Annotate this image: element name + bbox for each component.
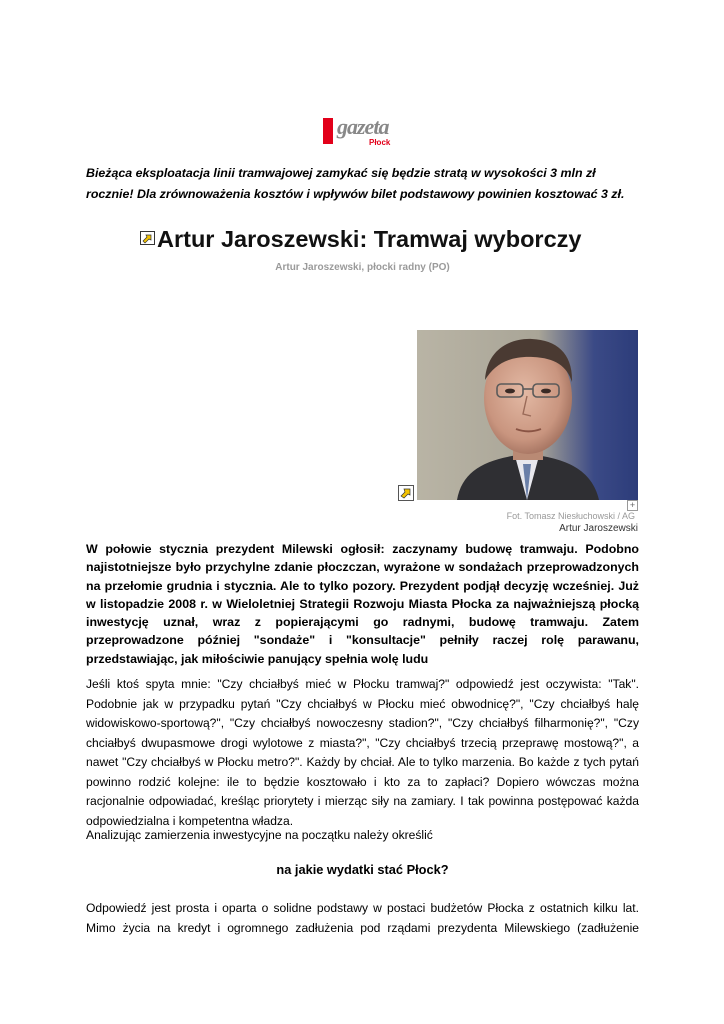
link-arrow-icon [140,231,155,245]
section-heading: na jakie wydatki stać Płock? [276,862,449,877]
gazeta-logo[interactable] [323,114,401,148]
author-portrait [417,330,638,500]
paragraph-intro: W połowie stycznia prezydent Milewski ogłosił: zaczynamy budowę tramwaju. Podobno najistotniejsze było przychylne zdanie płoczczan, wyrażone w sondażach przeprowadzonych na przełomie grudnia i stycznia. Ale to tylko pozory. Prezydent podjął decyzję wcześniej. Już w listopadzie 2008 r. w Wieloletniej Strategii Rozwoju Miasta Płocka za najważniejszą płocką inwestycję uznał, wraz z popierającymi go radnymi, budowę tramwaju. Zatem przeprowadzone później "sondaże" i "konsultacje" pełniły raczej rolę parawanu, przedstawiając, jak miłościwie panujący spełnia wolę ludu [86,542,639,666]
photo-credit: Fot. Tomasz Niesłuchowski / AG [506,511,635,521]
logo-sub: Płock [369,138,391,147]
byline: Artur Jaroszewski, płocki radny (PO) [275,262,450,273]
photo-caption: Artur Jaroszewski [559,523,638,534]
paragraph-body: Jeśli ktoś spyta mnie: "Czy chciałbyś mieć w Płocku tramwaj?" odpowiedź jest oczywista: "Tak". Podobnie jak w przypadku pytań "Czy chciałbyś w Płocku mieć obwodnicę?", "Czy chciałbyś halę widowiskowo-sportową?", "Czy chciałbyś nowoczesny stadion?", "Czy chciałbyś filharmonię?", "Czy chciałbyś dwupasmowe drogi wylotowe z miasta?", "Czy chciałbyś trzecią przeprawę mostową?", a nawet "Czy chciałbyś w Płocku metro?". Każdy by chciał. Ale to tylko marzenia. Bo każde z tych pytań powinno rodzić kolejne: ile to będzie kosztowało i kto za to zapłaci? Dopiero wówczas można racjonalnie odpowiadać, kreśląc priorytety i mierząc siły na zamiary. I tak powinna postępować każda odpowiedzialna i kompetentna władza. [86,677,639,828]
paragraph-analysis: Analizując zamierzenia inwestycyjne na początku należy określić [86,828,433,842]
enlarge-icon[interactable]: + [627,500,638,511]
article-title [140,226,640,253]
logo-word: gazeta [337,114,389,139]
article-title-text: Artur Jaroszewski: Tramwaj wyborczy [157,226,582,252]
paragraph-answer: Odpowiedź jest prosta i oparta o solidne podstawy w postaci budżetów Płocka z ostatnich kilku lat. Mimo życia na kredyt i ogromnego zadłużenia pod rządami prezydenta Milewskiego (zadłużenie [86,901,639,935]
author-photo[interactable] [417,330,638,500]
lead-text: Bieżąca eksploatacja linii tramwajowej zamykać się będzie stratą w wysokości 3 mln zł rocznie! Dla zrównoważenia kosztów i wpływów bilet podstawowy powinien kosztować 3 zł. [86,166,625,201]
link-arrow-icon[interactable] [398,485,414,501]
logo-mark [323,118,333,144]
